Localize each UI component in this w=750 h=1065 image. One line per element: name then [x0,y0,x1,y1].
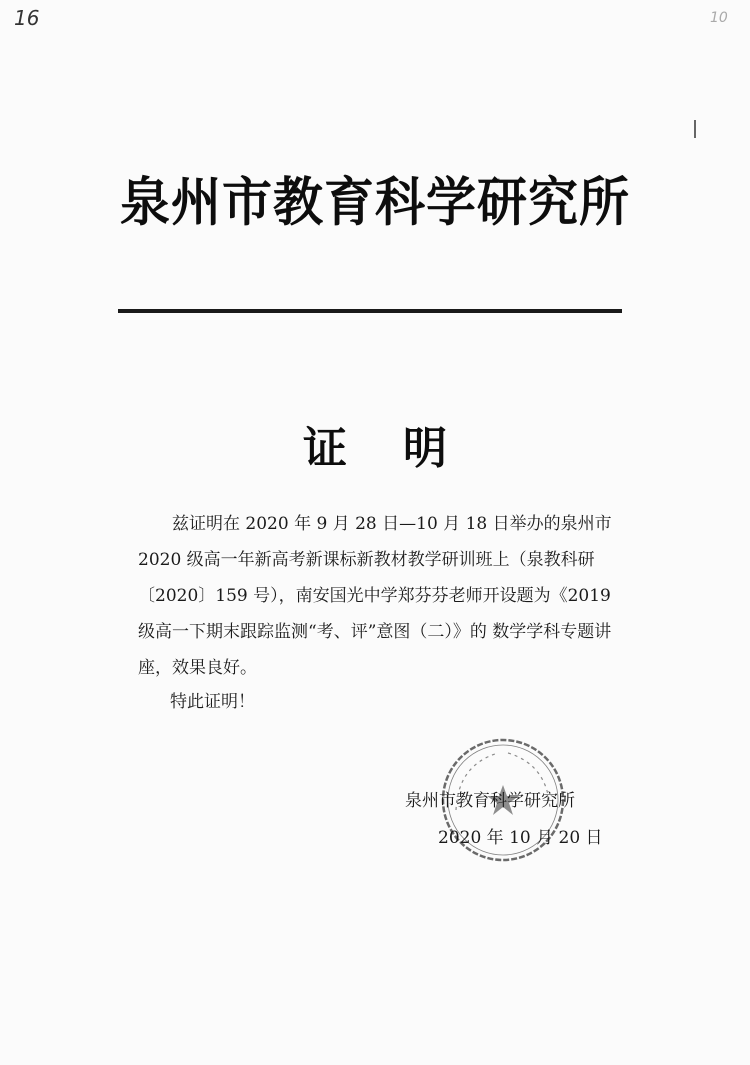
signature-date: 2020 年 10 月 20 日 [438,828,603,848]
corner-scribble: 10 [710,10,728,26]
letterhead-divider [118,309,622,313]
page-number-scribble: 16 [14,6,40,30]
document-title-char-2: 明 [403,423,447,474]
edge-mark [694,120,696,138]
document-title [0,412,750,476]
body-paragraph: 兹证明在 2020 年 9 月 28 日—10 月 18 日举办的泉州市 2020 级高一年新高考新课标新教材教学研训班上（泉教科研〔2020〕159 号），南安国光中学郑芬芬老师开设题为《2019 级高一下期末跟踪监测“考、评”意图（二）》的 数学学科专题讲座，效果良好。 [138,514,612,678]
document-body [138,506,613,686]
letterhead-org-name: 泉州市教育科学研究所 [120,171,630,233]
closing-line: 特此证明！ [170,692,255,712]
signature-organization: 泉州市教育科学研究所 [405,791,575,811]
document-title-char-1: 证 [303,423,347,474]
